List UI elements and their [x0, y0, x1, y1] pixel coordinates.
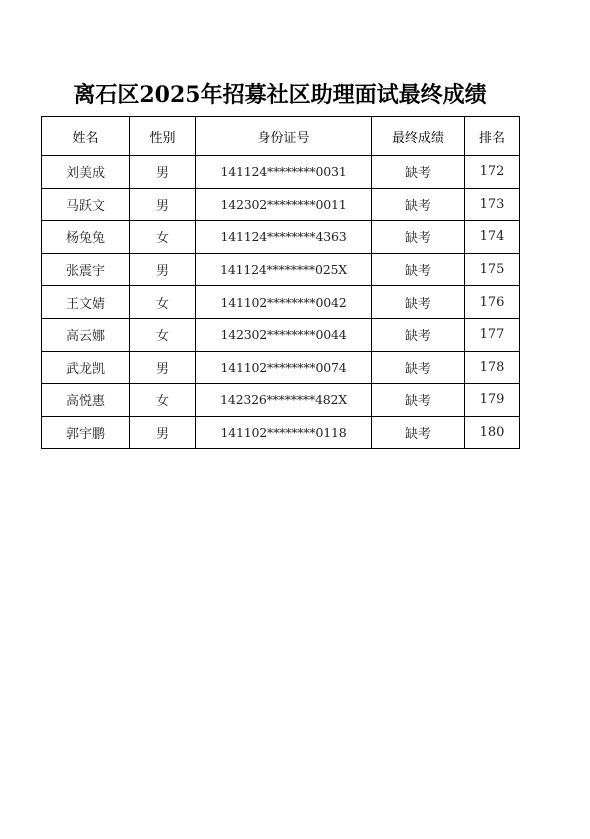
cell-final-score: 缺考 — [372, 221, 465, 254]
cell-id-number: 142302********0044 — [196, 318, 372, 351]
cell-id-number: 141124********025X — [196, 253, 372, 286]
cell-final-score: 缺考 — [372, 156, 465, 189]
cell-final-score: 缺考 — [372, 416, 465, 449]
table-row — [42, 221, 520, 254]
cell-final-score: 缺考 — [372, 318, 465, 351]
cell-name: 高云娜 — [42, 318, 130, 351]
cell-final-score: 缺考 — [372, 351, 465, 384]
header-rank: 排名 — [465, 117, 520, 156]
cell-name: 王文婧 — [42, 286, 130, 319]
cell-gender: 男 — [130, 351, 196, 384]
cell-final-score: 缺考 — [372, 384, 465, 417]
cell-name: 张震宇 — [42, 253, 130, 286]
table-header-row — [42, 117, 520, 156]
cell-gender: 男 — [130, 253, 196, 286]
cell-rank: 173 — [465, 188, 520, 221]
page-title: 离石区2025年招募社区助理面试最终成绩 — [73, 82, 487, 108]
cell-id-number: 142302********0011 — [196, 188, 372, 221]
table-row — [42, 156, 520, 189]
header-id-number: 身份证号 — [196, 117, 372, 156]
cell-rank: 177 — [465, 318, 520, 351]
cell-rank: 174 — [465, 221, 520, 254]
cell-rank: 175 — [465, 253, 520, 286]
table-row — [42, 318, 520, 351]
cell-gender: 男 — [130, 156, 196, 189]
cell-gender: 女 — [130, 286, 196, 319]
table-row — [42, 416, 520, 449]
header-name: 姓名 — [42, 117, 130, 156]
header-gender: 性别 — [130, 117, 196, 156]
cell-final-score: 缺考 — [372, 253, 465, 286]
cell-id-number: 141124********4363 — [196, 221, 372, 254]
cell-id-number: 141102********0042 — [196, 286, 372, 319]
cell-gender: 女 — [130, 384, 196, 417]
cell-gender: 女 — [130, 318, 196, 351]
cell-name: 郭宇鹏 — [42, 416, 130, 449]
cell-gender: 男 — [130, 188, 196, 221]
cell-final-score: 缺考 — [372, 188, 465, 221]
cell-id-number: 141102********0118 — [196, 416, 372, 449]
cell-name: 刘美成 — [42, 156, 130, 189]
cell-name: 杨兔兔 — [42, 221, 130, 254]
header-final-score: 最终成绩 — [372, 117, 465, 156]
cell-rank: 179 — [465, 384, 520, 417]
cell-name: 高悦惠 — [42, 384, 130, 417]
table-row — [42, 286, 520, 319]
cell-rank: 180 — [465, 416, 520, 449]
results-table — [41, 116, 520, 449]
cell-id-number: 141124********0031 — [196, 156, 372, 189]
cell-name: 马跃文 — [42, 188, 130, 221]
cell-final-score: 缺考 — [372, 286, 465, 319]
cell-name: 武龙凯 — [42, 351, 130, 384]
cell-rank: 172 — [465, 156, 520, 189]
table-row — [42, 188, 520, 221]
cell-id-number: 141102********0074 — [196, 351, 372, 384]
cell-gender: 男 — [130, 416, 196, 449]
table-row — [42, 384, 520, 417]
cell-id-number: 142326********482X — [196, 384, 372, 417]
cell-rank: 176 — [465, 286, 520, 319]
cell-rank: 178 — [465, 351, 520, 384]
cell-gender: 女 — [130, 221, 196, 254]
table-row — [42, 253, 520, 286]
table-row — [42, 351, 520, 384]
